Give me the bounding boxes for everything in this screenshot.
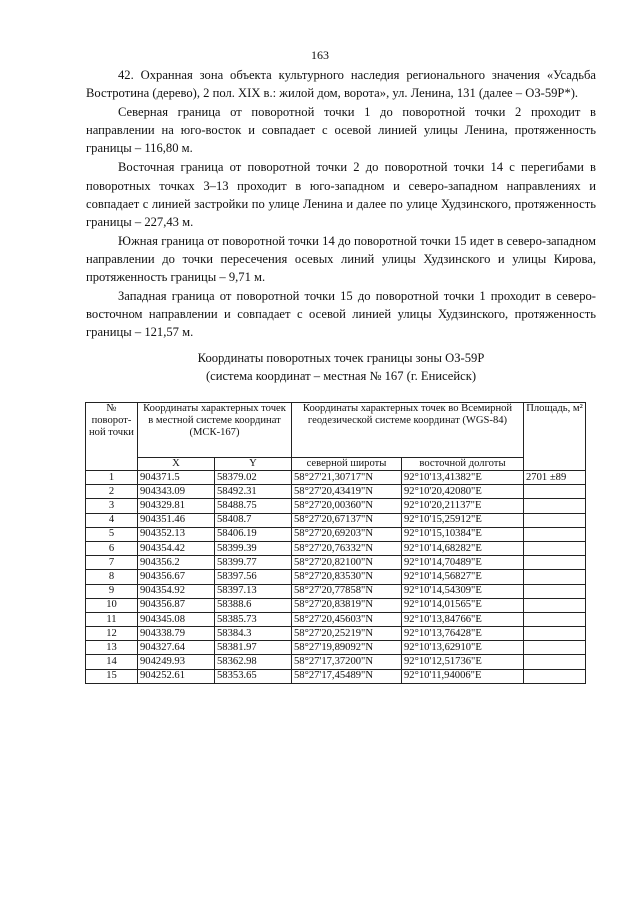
cell-x: 904354.42	[138, 541, 215, 555]
header-msk-coordinates: Координаты характерных точек в местной системе координат (МСК-167)	[138, 403, 292, 458]
cell-longitude: 92°10'15,10384"E	[402, 527, 524, 541]
cell-longitude: 92°10'20,21137"E	[402, 499, 524, 513]
cell-area	[524, 556, 586, 570]
cell-y: 58492.31	[215, 485, 292, 499]
cell-area	[524, 598, 586, 612]
cell-y: 58385.73	[215, 612, 292, 626]
cell-longitude: 92°10'13,76428"E	[402, 627, 524, 641]
cell-x: 904345.08	[138, 612, 215, 626]
paragraph-heading: 42. Охранная зона объекта культурного наследия регионального значения «Усадьба Востротина (дерево), 2 пол. XIX в.: жилой дом, ворота», ул. Ленина, 131 (далее – ОЗ-59Р*).	[86, 68, 596, 101]
table-caption-line-1: Координаты поворотных точек границы зоны ОЗ-59Р	[197, 351, 485, 365]
table-row	[86, 627, 586, 641]
cell-point-number: 10	[86, 598, 138, 612]
cell-latitude: 58°27'20,69203"N	[292, 527, 402, 541]
cell-area	[524, 669, 586, 683]
cell-area: 2701 ±89	[524, 471, 586, 485]
table-caption-line-2: (система координат – местная № 167 (г. Енисейск)	[205, 369, 477, 383]
cell-y: 58397.56	[215, 570, 292, 584]
cell-area	[524, 499, 586, 513]
table-row	[86, 584, 586, 598]
cell-point-number: 4	[86, 513, 138, 527]
cell-point-number: 9	[86, 584, 138, 598]
table-row	[86, 513, 586, 527]
table-row	[86, 485, 586, 499]
paragraph-west-boundary: Западная граница от поворотной точки 15 до поворотной точки 1 проходит в северо-восточном направлении и совпадает с осевой линией улицы Худзинского, протяженность границы – 121,57 м.	[86, 289, 596, 340]
cell-latitude: 58°27'19,89092"N	[292, 641, 402, 655]
cell-latitude: 58°27'20,67137"N	[292, 513, 402, 527]
cell-y: 58381.97	[215, 641, 292, 655]
table-row	[86, 556, 586, 570]
cell-y: 58379.02	[215, 471, 292, 485]
cell-x: 904352.13	[138, 527, 215, 541]
cell-area	[524, 541, 586, 555]
coordinates-table-body	[86, 471, 586, 684]
cell-latitude: 58°27'17,37200"N	[292, 655, 402, 669]
header-longitude: восточной долготы	[402, 458, 524, 471]
table-row	[86, 527, 586, 541]
cell-x: 904327.64	[138, 641, 215, 655]
cell-longitude: 92°10'15,25912"E	[402, 513, 524, 527]
cell-x: 904356.87	[138, 598, 215, 612]
cell-y: 58488.75	[215, 499, 292, 513]
cell-point-number: 6	[86, 541, 138, 555]
cell-x: 904252.61	[138, 669, 215, 683]
cell-latitude: 58°27'20,43419"N	[292, 485, 402, 499]
cell-longitude: 92°10'13,41382"E	[402, 471, 524, 485]
table-row	[86, 598, 586, 612]
header-area: Площадь, м²	[524, 403, 586, 471]
cell-y: 58399.77	[215, 556, 292, 570]
cell-longitude: 92°10'20,42080"E	[402, 485, 524, 499]
table-row	[86, 669, 586, 683]
cell-area	[524, 527, 586, 541]
table-row	[86, 570, 586, 584]
cell-y: 58388.6	[215, 598, 292, 612]
table-row	[86, 655, 586, 669]
header-point-number: № поворот-ной точки	[86, 403, 138, 471]
cell-x: 904343.09	[138, 485, 215, 499]
cell-point-number: 14	[86, 655, 138, 669]
cell-latitude: 58°27'20,45603"N	[292, 612, 402, 626]
cell-latitude: 58°27'20,83530"N	[292, 570, 402, 584]
cell-latitude: 58°27'17,45489"N	[292, 669, 402, 683]
table-row	[86, 612, 586, 626]
cell-x: 904338.79	[138, 627, 215, 641]
cell-longitude: 92°10'13,84766"E	[402, 612, 524, 626]
cell-area	[524, 513, 586, 527]
header-latitude: северной широты	[292, 458, 402, 471]
cell-x: 904356.67	[138, 570, 215, 584]
cell-area	[524, 612, 586, 626]
paragraph-east-boundary: Восточная граница от поворотной точки 2 до поворотной точки 14 с перегибами в поворотных точках 3–13 проходит в юго-западном и северо-западном направлениях и совпадает с линией застройки по улице Ленина и далее по улице Худзинского, протяженность границы – 227,43 м.	[86, 160, 596, 229]
header-x: X	[138, 458, 215, 471]
cell-x: 904249.93	[138, 655, 215, 669]
header-y: Y	[215, 458, 292, 471]
table-caption	[86, 349, 596, 385]
cell-latitude: 58°27'20,83819"N	[292, 598, 402, 612]
cell-point-number: 12	[86, 627, 138, 641]
cell-x: 904329.81	[138, 499, 215, 513]
cell-area	[524, 641, 586, 655]
cell-point-number: 3	[86, 499, 138, 513]
cell-point-number: 13	[86, 641, 138, 655]
cell-point-number: 11	[86, 612, 138, 626]
cell-point-number: 7	[86, 556, 138, 570]
header-wgs-coordinates: Координаты характерных точек во Всемирной геодезической системе координат (WGS-84)	[292, 403, 524, 458]
cell-area	[524, 627, 586, 641]
cell-latitude: 58°27'20,00360"N	[292, 499, 402, 513]
cell-point-number: 1	[86, 471, 138, 485]
cell-longitude: 92°10'13,62910"E	[402, 641, 524, 655]
cell-latitude: 58°27'20,76332"N	[292, 541, 402, 555]
cell-area	[524, 655, 586, 669]
cell-y: 58353.65	[215, 669, 292, 683]
paragraph-south-boundary: Южная граница от поворотной точки 14 до поворотной точки 15 идет в северо-западном направлении до точки пересечения осевых линий улицы Худзинского и улицы Кирова, протяженность границы – 9,71 м.	[86, 233, 596, 285]
body-text	[86, 66, 596, 341]
cell-longitude: 92°10'12,51736"E	[402, 655, 524, 669]
table-row	[86, 641, 586, 655]
cell-longitude: 92°10'14,01565"E	[402, 598, 524, 612]
cell-latitude: 58°27'20,77858"N	[292, 584, 402, 598]
cell-x: 904354.92	[138, 584, 215, 598]
cell-y: 58384.3	[215, 627, 292, 641]
cell-latitude: 58°27'21,30717"N	[292, 471, 402, 485]
cell-longitude: 92°10'14,68282"E	[402, 541, 524, 555]
cell-x: 904371.5	[138, 471, 215, 485]
cell-area	[524, 570, 586, 584]
cell-longitude: 92°10'14,56827"E	[402, 570, 524, 584]
cell-area	[524, 584, 586, 598]
cell-longitude: 92°10'14,70489"E	[402, 556, 524, 570]
cell-point-number: 2	[86, 485, 138, 499]
table-row	[86, 499, 586, 513]
cell-y: 58406.19	[215, 527, 292, 541]
cell-point-number: 5	[86, 527, 138, 541]
cell-y: 58399.39	[215, 541, 292, 555]
cell-point-number: 8	[86, 570, 138, 584]
table-row	[86, 471, 586, 485]
cell-latitude: 58°27'20,25219"N	[292, 627, 402, 641]
cell-area	[524, 485, 586, 499]
cell-latitude: 58°27'20,82100"N	[292, 556, 402, 570]
coordinates-table	[85, 402, 586, 684]
cell-longitude: 92°10'11,94006"E	[402, 669, 524, 683]
cell-y: 58408.7	[215, 513, 292, 527]
cell-point-number: 15	[86, 669, 138, 683]
table-row	[86, 541, 586, 555]
cell-x: 904351.46	[138, 513, 215, 527]
cell-longitude: 92°10'14,54309"E	[402, 584, 524, 598]
page-number: 163	[311, 48, 329, 62]
paragraph-north-boundary: Северная граница от поворотной точки 1 до поворотной точки 2 проходит в направлении на юго-восток и совпадает с осевой линией улицы Ленина, протяженность границы – 116,80 м.	[86, 105, 596, 156]
cell-x: 904356.2	[138, 556, 215, 570]
cell-y: 58362.98	[215, 655, 292, 669]
cell-y: 58397.13	[215, 584, 292, 598]
